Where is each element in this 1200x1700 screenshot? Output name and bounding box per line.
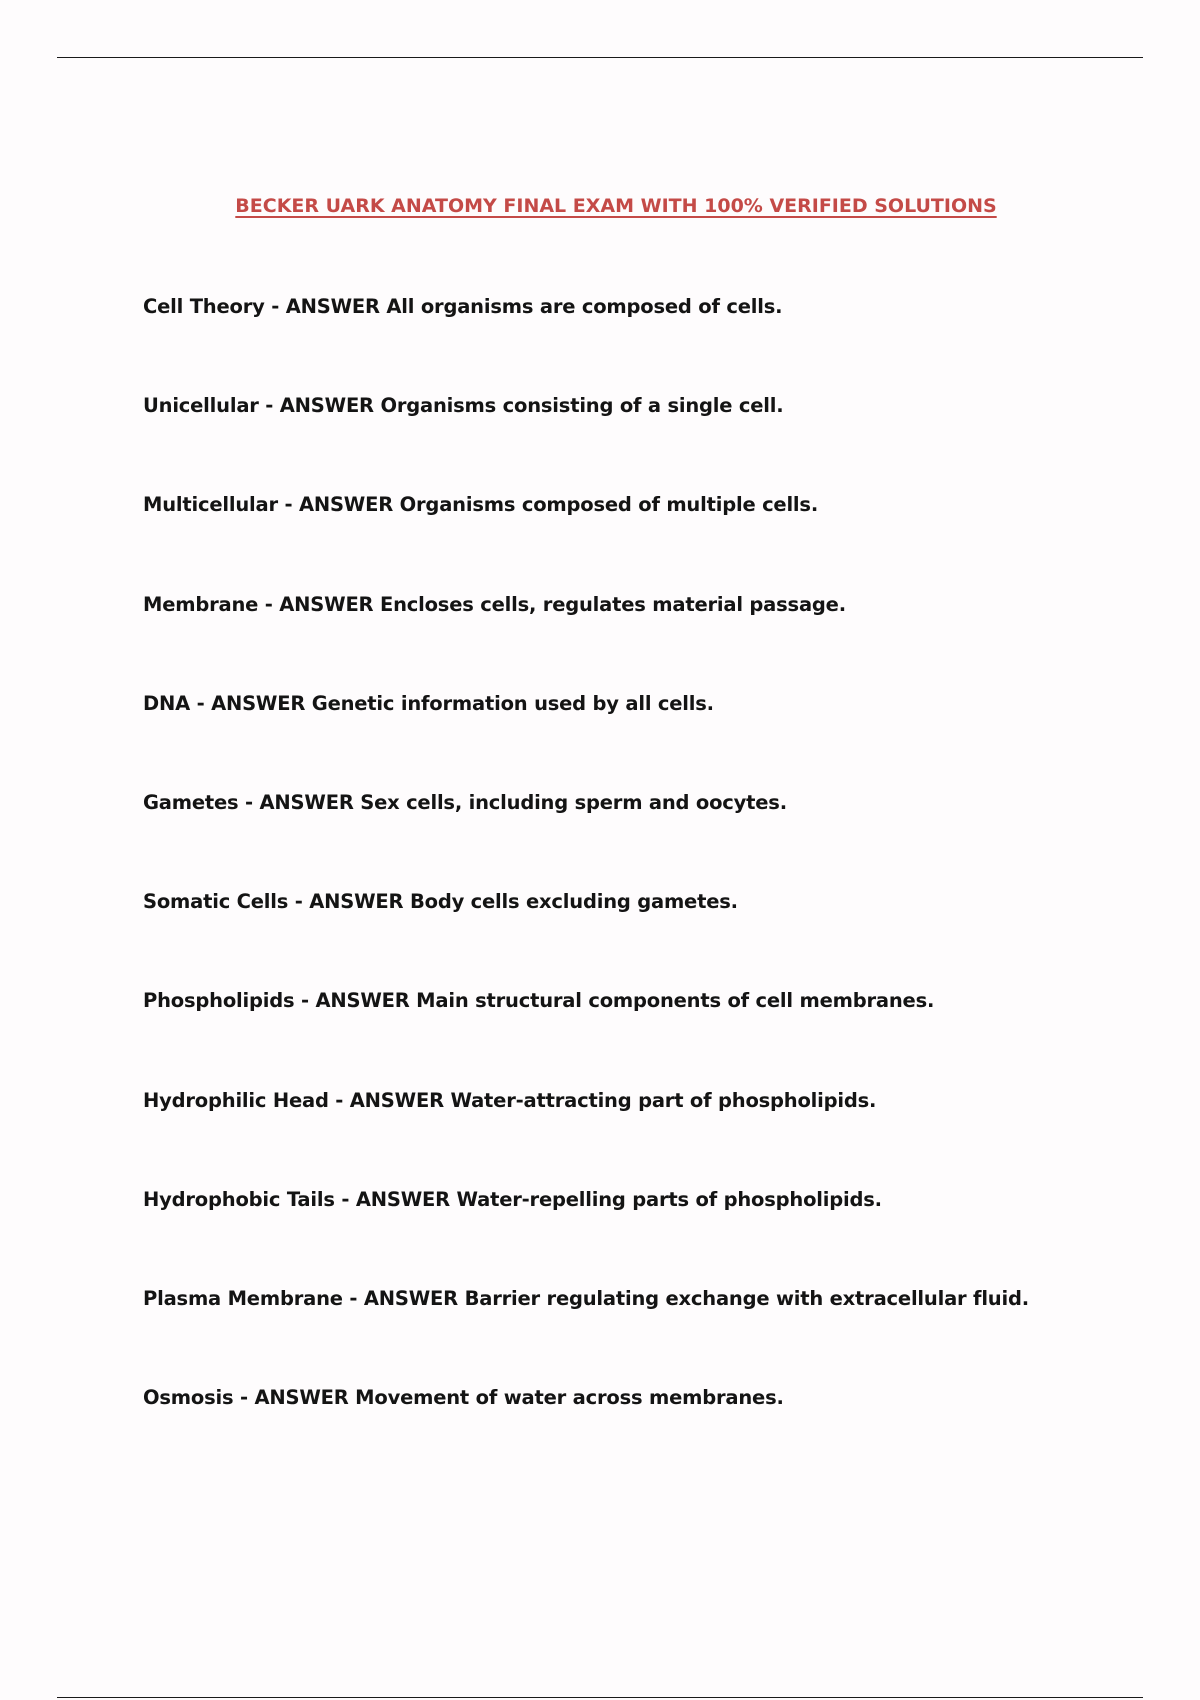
qa-separator: - ANSWER (238, 790, 361, 814)
qa-answer: Movement of water across membranes. (355, 1386, 784, 1410)
qa-item (143, 592, 1029, 691)
qa-answer: Encloses cells, regulates material passage. (379, 592, 846, 616)
qa-item (143, 790, 1029, 889)
qa-term: Somatic Cells (143, 890, 289, 914)
qa-term: Unicellular (143, 394, 259, 418)
qa-separator: - ANSWER (288, 890, 410, 914)
qa-separator: - ANSWER (334, 1187, 457, 1211)
qa-answer: Body cells excluding gametes. (409, 890, 738, 914)
qa-separator: - ANSWER (277, 493, 400, 517)
qa-term: Gametes (143, 790, 239, 814)
qa-item (143, 988, 1029, 1087)
qa-list (143, 294, 1029, 1484)
qa-term: Cell Theory (143, 295, 265, 318)
bottom-rule (57, 1697, 1143, 1698)
qa-answer: Barrier regulating exchange with extracellular fluid. (464, 1286, 1029, 1310)
top-rule (57, 57, 1143, 58)
document-title: BECKER UARK ANATOMY FINAL EXAM WITH 100% VERIFIED SOLUTIONS (235, 195, 997, 217)
qa-item (143, 393, 1029, 492)
qa-term: Osmosis (143, 1386, 234, 1410)
qa-separator: - ANSWER (328, 1088, 451, 1112)
qa-answer: Organisms composed of multiple cells. (399, 493, 819, 517)
qa-answer: Water-repelling parts of phospholipids. (456, 1187, 882, 1211)
qa-separator: - ANSWER (264, 295, 387, 318)
qa-separator: - ANSWER (258, 394, 381, 418)
qa-item (143, 691, 1029, 790)
qa-answer: Water-attracting part of phospholipids. (450, 1088, 877, 1112)
qa-separator: - ANSWER (342, 1286, 465, 1310)
qa-separator: - ANSWER (233, 1386, 356, 1410)
qa-item (143, 294, 1029, 393)
qa-answer: Organisms consisting of a single cell. (380, 394, 784, 418)
qa-separator: - ANSWER (190, 691, 312, 715)
qa-answer: Genetic information used by all cells. (311, 691, 714, 715)
qa-term: Multicellular (143, 493, 278, 517)
qa-term: Hydrophilic Head (143, 1088, 329, 1112)
qa-answer: Sex cells, including sperm and oocytes. (360, 790, 787, 814)
qa-separator: - ANSWER (258, 592, 380, 616)
qa-answer: All organisms are composed of cells. (386, 295, 783, 318)
qa-term: Plasma Membrane (143, 1286, 343, 1310)
qa-term: Phospholipids (143, 989, 295, 1013)
qa-item (143, 1088, 1029, 1187)
qa-item (143, 1286, 1029, 1385)
qa-term: DNA (143, 691, 190, 715)
qa-answer: Main structural components of cell membranes. (416, 989, 935, 1013)
qa-item (143, 1385, 1029, 1484)
qa-term: Membrane (143, 592, 259, 616)
qa-item (143, 889, 1029, 988)
qa-item (143, 1187, 1029, 1286)
qa-separator: - ANSWER (294, 989, 417, 1013)
qa-term: Hydrophobic Tails (143, 1187, 335, 1211)
qa-item (143, 492, 1029, 591)
